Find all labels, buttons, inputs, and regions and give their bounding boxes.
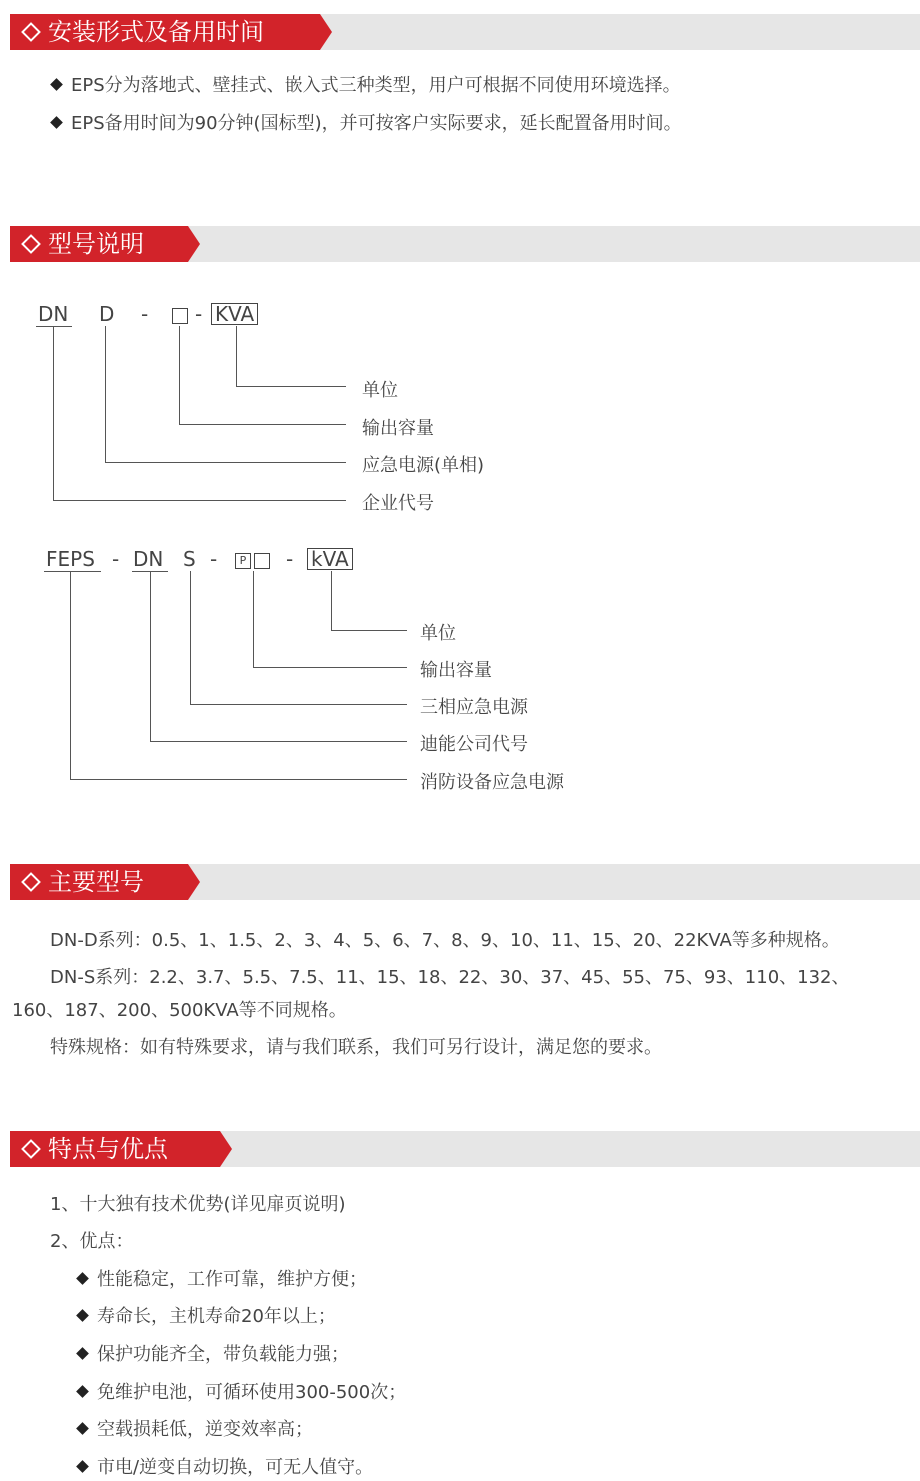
- code-dash: -: [195, 302, 203, 326]
- feature-line-1: 1、十大独有技术优势(详见扉页说明): [50, 1194, 346, 1215]
- s-series-text: DN-S系列：2.2、3.7、5.5、7.5、11、15、18、22、30、37、45、55、75、93、110、132、: [50, 967, 850, 988]
- diamond-bullet-icon: [76, 1385, 89, 1398]
- section-bar-model: [10, 226, 920, 262]
- diagram-label: 三相应急电源: [420, 697, 528, 718]
- diagram-label: 输出容量: [362, 418, 434, 439]
- diamond-icon: [21, 234, 41, 254]
- code-feps: FEPS: [46, 547, 95, 571]
- diamond-bullet-icon: [76, 1309, 89, 1322]
- d-series-text: DN-D系列：0.5、1、1.5、2、3、4、5、6、7、8、9、10、11、15、20、22KVA等多种规格。: [50, 930, 840, 951]
- diagram-label: 企业代号: [362, 493, 434, 514]
- diagram-label: 单位: [420, 623, 456, 644]
- diagram-label: 消防设备应急电源: [420, 772, 564, 793]
- diagram-label: 单位: [362, 380, 398, 401]
- diagram-label: 输出容量: [420, 660, 492, 681]
- s-series-text-cont: 160、187、200、500KVA等不同规格。: [12, 1000, 347, 1021]
- list-item: 免维护电池，可循环使用300-500次；: [78, 1378, 406, 1404]
- diamond-icon: [21, 22, 41, 42]
- diamond-bullet-icon: [50, 78, 63, 91]
- section-bar-install: [10, 14, 920, 50]
- diamond-bullet-icon: [76, 1347, 89, 1360]
- list-item: 市电/逆变自动切换，可无人值守。: [78, 1453, 373, 1479]
- code-dash: -: [112, 547, 120, 571]
- code-kva: kVA: [307, 547, 353, 571]
- diamond-icon: [21, 1139, 41, 1159]
- code-dash: -: [210, 547, 218, 571]
- section-tab-install: [10, 14, 320, 50]
- diamond-bullet-icon: [50, 116, 63, 129]
- diagram-label: 应急电源(单相): [362, 455, 485, 476]
- code-dn: DN: [133, 547, 164, 571]
- section-title: 型号说明: [48, 230, 144, 258]
- section-tab-features: [10, 1131, 220, 1167]
- section-tab-main-models: [10, 864, 188, 900]
- section-tab-model: [10, 226, 188, 262]
- section-title: 特点与优点: [48, 1135, 168, 1163]
- section-title: 安装形式及备用时间: [48, 18, 264, 46]
- list-item: 空载损耗低，逆变效率高；: [78, 1415, 313, 1441]
- placeholder-box: [172, 304, 188, 328]
- list-item: 寿命长，主机寿命20年以上；: [78, 1302, 336, 1328]
- diagram-label: 迪能公司代号: [420, 734, 528, 755]
- list-item: 保护功能齐全，带负载能力强；: [78, 1340, 349, 1366]
- feature-line-2: 2、优点：: [50, 1231, 134, 1252]
- code-p-box: P: [235, 549, 270, 573]
- list-item: EPS分为落地式、壁挂式、嵌入式三种类型，用户可根据不同使用环境选择。: [52, 71, 681, 97]
- list-item: 性能稳定，工作可靠，维护方便；: [78, 1265, 367, 1291]
- section-title: 主要型号: [48, 868, 144, 896]
- code-s: S: [183, 547, 196, 571]
- code-d: D: [99, 302, 115, 326]
- code-kva: KVA: [211, 302, 258, 326]
- code-dash: -: [141, 302, 149, 326]
- diamond-icon: [21, 872, 41, 892]
- diamond-bullet-icon: [76, 1272, 89, 1285]
- code-dash: -: [286, 547, 294, 571]
- special-spec-text: 特殊规格：如有特殊要求，请与我们联系，我们可另行设计，满足您的要求。: [50, 1037, 662, 1058]
- section-bar-features: [10, 1131, 920, 1167]
- diamond-bullet-icon: [76, 1422, 89, 1435]
- list-item: EPS备用时间为90分钟(国标型)，并可按客户实际要求，延长配置备用时间。: [52, 109, 682, 135]
- diamond-bullet-icon: [76, 1460, 89, 1473]
- code-dn: DN: [38, 302, 69, 326]
- section-bar-main-models: [10, 864, 920, 900]
